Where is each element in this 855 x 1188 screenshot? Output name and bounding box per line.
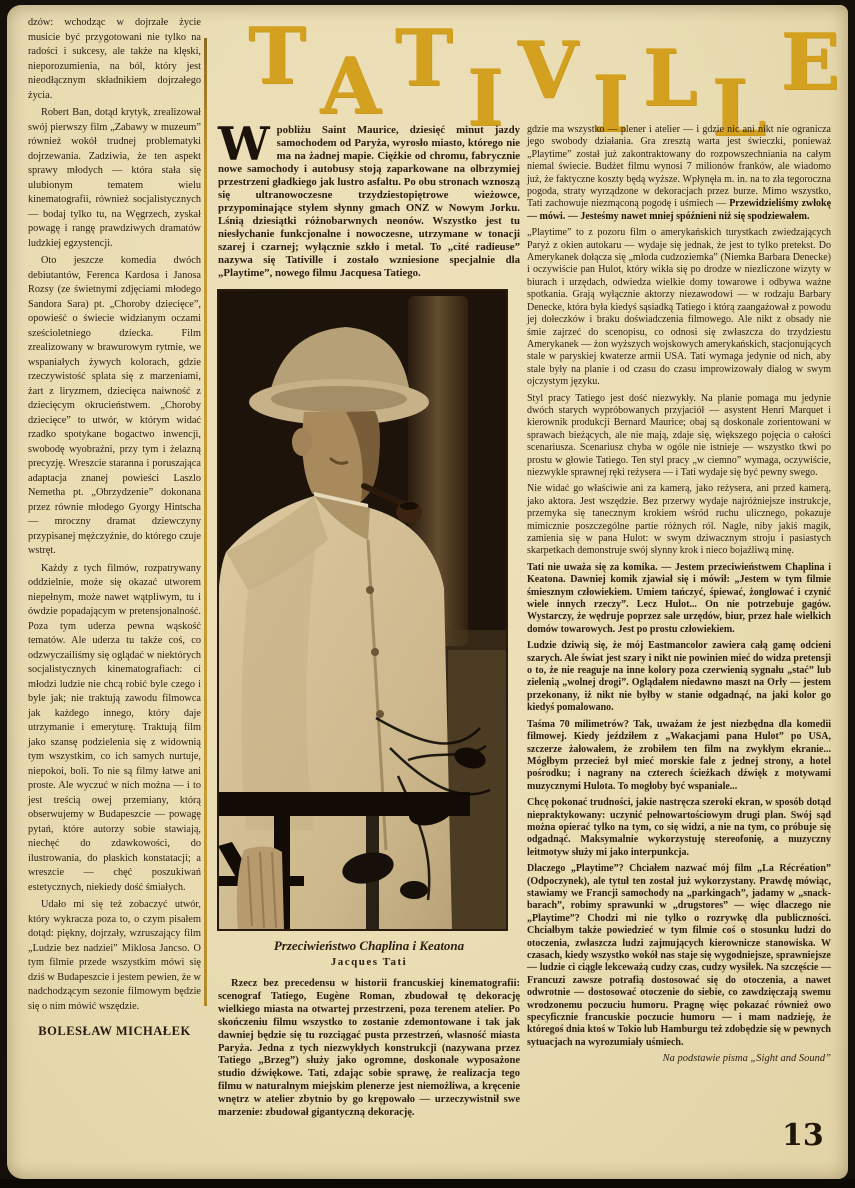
tati-quote-paragraph: Tati nie uważa się za komika. — Jestem przeciwieństwem Chaplina i Keatona. Dawniej komik zjawiał się i mówił: „Jestem w tym filmie śmiesznym człowiekiem. Umiem tańczyć, śpiewać, żonglować i czynić wiele innych rzeczy”. Lecz Hulot... On nie potrzebuje gagów. Wystarczy, że wędruje poprzez sale urzędów, biur, przez hale wielkich domów towarowych. Jest po prostu człowiekiem. bbox=[527, 561, 831, 635]
left-paragraph: dzów: wchodząc w dojrzałe życie musicie być przygotowani nie tylko na radości i sukcesy, ale także na klęski, nieporozumienia, na ból, który jest nieodłącznym składnikiem dojrzałego życia. bbox=[28, 17, 201, 101]
drop-cap: W bbox=[218, 117, 270, 171]
left-column bbox=[28, 16, 201, 1039]
page-title bbox=[248, 11, 836, 154]
caption-line1: Przeciwieństwo Chaplina i Keatona bbox=[273, 938, 465, 953]
tati-quote-paragraph: Chcę pokonać trudności, jakie nastręcza szeroki ekran, w sposób dotąd niepraktykowany: uczynić pełnowartościowym drugi plan. Swój sąd można opierać tylko na tym, co się widzi, a nie na tym, co próbuje się odgadnąć. Maksymalnie wykorzystuję stereofonię, a muzyczny leitmotyw służy mi jako interpunkcja. bbox=[527, 797, 831, 858]
right-paragraph-text: gdzie ma wszystko — plener i atelier — i gdzie nic ani nikt nie ogranicza jego swobody działania. Gra zresztą warta jest świeczki, ponieważ „Playtime” został już zakontraktowany do rozpowszechniania na całym niemal świecie. Budżet filmu wynosi 7 milionów franków, ale wiadomo już, że faktyczne koszty będą wyższe. Wpłynęła m. in. na to zła tegoroczna pogoda, straty wyrządzone w dekoracjach przez burze. Mimo wszystko, Tati zachowuje niezmąconą pogodę i uśmiech — bbox=[527, 124, 831, 210]
tati-quote: Przewidzieliśmy zwłokę — mówi. — Jesteśmy nawet mniej spóźnieni niż się spodziewałem. bbox=[527, 198, 832, 222]
title-letter: E bbox=[780, 17, 836, 108]
left-paragraph: Oto jeszcze komedia dwóch debiutantów, Ferenca Kardosa i Janosa Rozsy (ze świetnymi zdjęciami młodego Sandora Sara) pt. „Choroby dziecięce”, opowieść o świecie widzianym oczami sześcioletniego dziecka. Film zrealizowany w brawurowym rytmie, we wspaniałych żywych kolorach, gdzie rzeczywistość splata się z marzeniami, żart z liryzmem, dziecięca naiwność z dziecięcym okrucieństwem. „Choroby dziecięce” to utwór, w którym widać rzadko spotykane bogactwo inwencji, swobodę wyobraźni, przy tym i żelazną precyzję. Wreszcie staranna i poruszająca adaptacja znanej powieści Laszlo Nemetha pt. „Obrzydzenie” dokonana przez równie młodego Gyorgy Hintscha — mroczny dramat dziewczyny przypisanej mężczyźnie, do którego czuje wstręt. bbox=[28, 255, 201, 556]
intro-paragraph bbox=[218, 117, 520, 280]
below-photo-text: Rzecz bez precedensu w historii francuskiej kinematografii: scenograf Tatiego, Eugène Roman, zbudował tę dekorację wielkiego miasta na otwartej przestrzeni, poza terenem atelier. Po skończeniu filmu wszystko to zostanie zdemontowane i tak jak dawniej będzie się tu rozciągać pusta przestrzeń, własność miasta Paryża. Jedna z tych niezwykłych konstrukcji (nazywana przez Tatiego „Brzeg”) służy jako ogromne, doskonale wyposażone studio dźwiękowe. Tati, zdając sobie sprawę, że realizacja tego filmu w naturalnym miejskim plenerze jest niemożliwa, a kręcenie wnętrz w atelier zbytnio by go krępowało — urzeczywistnił swe marzenie: zbudował gigantyczną dekorację. bbox=[218, 978, 520, 1119]
middle-column bbox=[218, 117, 520, 1130]
left-paragraph: Każdy z tych filmów, rozpatrywany oddzielnie, może się okazać utworem niepełnym, może nawet wątpliwym, tu i ówdzie popadającym w pretensjonalność. Poza tym uderza pewna wąskość tematów. Ale uderza tu także coś, co odzwyczailiśmy się oglądać w niektórych socjalistycznych kinematografiach: ci młodzi ludzie nie chcą robić byle czego i byle jak; nie traktują zawodu filmowca jak każdego innego, który daje utrzymanie i emeryturę. Traktują film jako szansę podzielenia się z widownią tym wszystkim, co ich samych nurtuje, niepokoi, boli. To nie są filmy łatwe ani proste. Ale wyczuć w nich można — i to jest treścią owej przemiany, którą obserwujemy w Budapeszcie — powagę pytań, które autorzy sobie stawiają, niechęć do zdawkowości, do ilustrowania, do płaskich konstatacji; a wreszcie — chęć poszukiwań estetycznych, niekiedy dość śmiałych. bbox=[28, 562, 201, 893]
title-letter: V bbox=[517, 25, 574, 116]
tati-photo-illustration bbox=[218, 290, 507, 930]
photo-jacques-tati bbox=[218, 290, 507, 930]
tati-quote-paragraph: Taśma 70 milimetrów? Tak, uważam że jest niezbędna dla komedii filmowej. Kiedy jeździłem z „Wakacjami pana Hulot” po USA, szczerze żałowałem, że zrobiłem ten film na zwykłym ekranie... Mógłbym przecież był mieć morskie fale z jednej strony, a hotel pośrodku; i nagrany na czterech ścieżkach dźwięk z motywami muzycznymi Hulota. To mogłoby być wspaniale... bbox=[527, 718, 831, 792]
tati-quote-paragraph: Dlaczego „Playtime”? Chciałem nazwać mój film „La Récréation” (Odpoczynek), ale tytuł ten został już wykorzystany. Prawdę mówiąc, stawiamy we Francji samochody na „parkingach”, jadamy w „snack-barach”, robimy sprawunki w „drugstores” — więc dlaczego nie „Playtime”? Chodzi mi nie tylko o rozrywkę dla publiczności. Chciałbym także powiedzieć w tym filmie coś o stosunku ludzi do otoczenia, zwłaszcza ludzi zajmujących kierownicze stanowiska. W czasach, kiedy wszystko wokół nas staje się wygodniejsze, sprawniejsze — ludzie ci ciągle lekceważą cudzy czas, cudzy wysiłek. Na szczęście — Francuzi zawsze potrafią dostosować się do otoczenia, a nawet odwrotnie — dostosować otoczenie do siebie, co zawdzięczają swemu wrodzonemu poczuciu humoru. Pragnę więc pokazać również owo specyficznie francuskie poczucie humoru — i mam nadzieję, że któregoś dnia ktoś w Tokio lub Hamburgu też zdobędzie się w pewnych sytuacjach na wyrozumiały uśmiech. bbox=[527, 863, 831, 1048]
left-paragraph: Udało mi się też zobaczyć utwór, który wykracza poza to, o czym pisałem dotąd: piękny, dojrzały, wzruszający film „Ludzie bez nadziei” Miklosa Jancso. O tym filmie przede wszystkim mówi się dziś w Budapeszcie i jestem pewien, że w nadchodzącym sezonie filmowym będzie się o nim mówić wszędzie. bbox=[28, 899, 201, 1012]
caption-line2: Jacques Tati bbox=[330, 956, 408, 968]
photo-caption bbox=[218, 938, 520, 968]
title-letter: L bbox=[642, 33, 694, 124]
title-letter: T bbox=[248, 11, 303, 102]
below-photo-paragraph bbox=[218, 978, 520, 1120]
author-signature: BOLESŁAW MICHAŁEK bbox=[38, 1024, 191, 1038]
intro-text: pobliżu Saint Maurice, dziesięć minut jazdy samochodem od Paryża, wyrosło miasto, którego nie ma na żadnej mapie. Ciężkie od chromu, fabrycznie nowe samochody i autobusy stoją zaparkowane na olbrzymiej przestrzeni gładkiego jak lustro asfaltu. Po obu stronach wznoszą się ultranowoczesne trzydziestopiętrowe wieżowce, przypominające stylem słynny gmach ONZ w Nowym Jorku. Lśnią dziesiątki różnobarwnych neonów. Wszystko jest tu niesłychanie funkcjonalne i nowoczesne, utrzymane w tonacji szarej i czarnej; wyłącznie szkło i metal. To „cité radieuse” nazywa się Tativille i zostało wzniesione specjalnie dla „Playtime”, nowego filmu Jacquesa Tatiego. bbox=[218, 124, 520, 279]
right-column bbox=[527, 124, 831, 1070]
title-letter: T bbox=[394, 13, 449, 104]
right-paragraph: „Playtime” to z pozoru film o amerykańskich turystkach zwiedzających Paryż z okien autokaru — wydaje się jednak, że jest to tylko pretekst. Do Amerykanek dołącza się „młoda cudzoziemka” (Niemka Barbara Denecke) i oczywiście pan Hulot, który wikła się po drodze w niezliczone wizyty w biurach i urzędach, odwiedza wielkie domy towarowe i odbywa ważne spotkania. Grają wyłącznie aktorzy niezawodowi — w rodzaju Barbary Denecke, która była kiedyś sąsiadką Tatiego i którą zaangażował z powodu jej dołeczków i braku doświadczenia filmowego. Ale nikt z obsady nie śmie zajrzeć do scenopisu, co odnosi się zwłaszcza do trzydziestu Amerykanek — żon wyższych wojskowych amerykańskich, stacjonujących stale w paryskiej kwaterze armii USA. Tati wymaga jedynie od nich, aby stale były na planie i od czasu do czasu improwizowały dialog w swym ojczystym języku. bbox=[527, 227, 831, 388]
column-divider-rule bbox=[204, 38, 207, 1006]
right-paragraph: Styl pracy Tatiego jest dość niezwykły. Na planie pomaga mu jedynie dwóch starych wypróbowanych przyjaciół — asystent Henri Marquet i kierownik produkcji Bernard Maurice; obaj są doskonale zorientowani w sprawach bieżących, ale nie mają, zdaje się, większego pojęcia o całości scenariusza. Scenariusz chyba w ogóle nie istnieje — wszystko tkwi po prostu w głowie Tatiego. Ten styl pracy „w ciemno” wymaga, oczywiście, niezwykle sprawnej ręki reżysera — i Tati wydaje się być pewny swego. bbox=[527, 392, 831, 478]
source-attribution: Na podstawie pisma „Sight and Sound” bbox=[662, 1053, 831, 1065]
title-letter: I bbox=[466, 53, 500, 144]
title-letter: I bbox=[592, 59, 625, 150]
tati-quote-paragraph: Ludzie dziwią się, że mój Eastmancolor zawiera całą gamę odcieni szarych. Ale świat jest szary i nikt nie powinien mieć do widza pretensji o to, że nie reaguje na inne kolory poza czerwienią sygnału „stać” lub zielenią „wolnej drogi”. Oglądałem niedawno maszt na Orly — jestem przekonany, iż nikt nie byłby w stanie odgadnąć, na jaki kolor go kiedyś pomalowano. bbox=[527, 640, 831, 714]
title-letter: A bbox=[320, 41, 377, 132]
scan-edge-bottom bbox=[0, 1179, 855, 1188]
page-number: 13 bbox=[782, 1118, 824, 1153]
right-paragraph bbox=[527, 124, 831, 223]
title-letter: L bbox=[711, 63, 763, 154]
right-paragraph: Nie widać go właściwie ani za kamerą, jako reżysera, ani przed kamerą, jako aktora. Jest wszędzie. Bez przerwy wydaje najróżniejsze instrukcje, przemyka się tanecznym krokiem wśród ruchu ulicznego, pokazuje mimicznie poszczególne partie różnych ról. Nagle, niby jakiś magik, zamienia się w pana Hulot: w swym dziwacznym stroju i pasiastych skarpetkach demonstruje swój słynny krok i nieco bojaźliwą minę. bbox=[527, 483, 831, 557]
left-paragraph: Robert Ban, dotąd krytyk, zrealizował swój pierwszy film „Zabawy w muzeum” również wokół trudnej problematyki dojrzewania. Zadziwia, że ten aspekt sprawy młodych — która stała się ulubionym tematem wielu kinematografii, również socjalistycznych — bodaj tylko tu, na Węgrzech, zyskał powagę i rangę prawdziwych dramatów ludzkiej egzystencji. bbox=[28, 107, 201, 249]
